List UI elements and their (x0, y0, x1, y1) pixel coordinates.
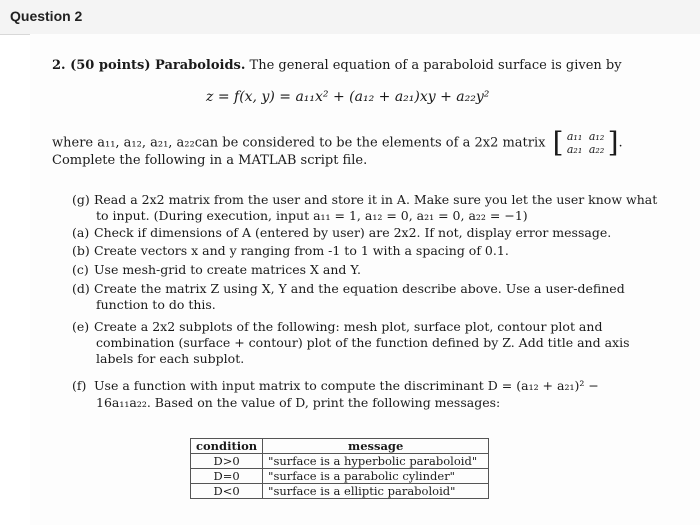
table-row (191, 454, 489, 469)
matrix-2x2: [ a₁₁ a₁₂ a₂₁ a₂₂ ]. (552, 126, 623, 159)
item-b-line1: Create vectors x and y ranging from -1 to 1 with a spacing of 0.1. (94, 243, 509, 258)
item-f-line2: 16a₁₁a₂₂. Based on the value of D, print the following messages: (96, 395, 501, 410)
item-g-line1: Read a 2x2 matrix from the user and store it in A. Make sure you let the user know what (94, 192, 658, 207)
item-d-line1: Create the matrix Z using X, Y and the equation describe above. Use a user-defined (94, 281, 625, 296)
item-a (72, 225, 611, 240)
item-a-line1: Check if dimensions of A (entered by user) are 2x2. If not, display error message. (94, 225, 612, 240)
matrix-r1c2: a₁₂ (588, 130, 605, 143)
problem-heading-text: The general equation of a paraboloid surface is given by (245, 58, 622, 73)
matrix-r2c2: a₂₂ (588, 143, 605, 156)
table-row (191, 469, 489, 484)
table-cell-condition: D>0 (191, 454, 263, 469)
table-cell-condition: D=0 (191, 469, 263, 484)
item-d (72, 281, 625, 296)
left-bracket: [ (552, 126, 564, 159)
item-c-line1: Use mesh-grid to create matrices X and Y. (94, 262, 362, 277)
item-e-line2: combination (surface + contour) plot of the function defined by Z. Add title and axis (96, 335, 630, 350)
discriminant-table (190, 438, 489, 499)
question-header (0, 0, 700, 35)
table-cell-message: "surface is a elliptic paraboloid" (263, 484, 489, 499)
item-b (72, 243, 509, 258)
table-cell-condition: D<0 (191, 484, 263, 499)
right-bracket: ] (607, 126, 619, 159)
table-cell-message: "surface is a hyperbolic paraboloid" (263, 454, 489, 469)
paraboloid-equation: z = f(x, y) = a₁₁x² + (a₁₂ + a₂₁)xy + a₂₂y² (206, 89, 490, 105)
item-f (72, 378, 599, 393)
table-header-message: message (263, 439, 489, 454)
item-c (72, 262, 361, 277)
item-d-label: (d) (72, 281, 90, 296)
item-f-label: (f) (72, 378, 87, 393)
table-header-row (191, 439, 489, 454)
question-title: Question 2 (10, 8, 83, 24)
item-b-label: (b) (72, 243, 90, 258)
item-d-line2: function to do this. (96, 297, 216, 312)
table-row (191, 484, 489, 499)
item-f-line1: Use a function with input matrix to compute the discriminant D = (a₁₂ + a₂₁)² − (94, 378, 599, 393)
problem-heading-number: 2. (50 points) Paraboloids. (52, 58, 246, 73)
item-g-label: (g) (72, 192, 90, 207)
matrix-r1c1: a₁₁ (566, 130, 583, 143)
table-cell-message: "surface is a parabolic cylinder" (263, 469, 489, 484)
item-e-line1: Create a 2x2 subplots of the following: mesh plot, surface plot, contour plot and (94, 319, 603, 334)
where-text: where a₁₁, a₁₂, a₂₁, a₂₂can be considered to be the elements of a 2x2 matrix (52, 135, 546, 151)
matrix-r2c1: a₂₁ (566, 143, 583, 156)
item-c-label: (c) (72, 262, 89, 277)
complete-instruction: Complete the following in a MATLAB script file. (52, 153, 368, 168)
item-e-line3: labels for each subplot. (96, 351, 245, 366)
item-a-label: (a) (72, 225, 90, 240)
problem-heading (52, 58, 622, 74)
item-e-label: (e) (72, 319, 90, 334)
item-g (72, 192, 657, 207)
matrix-cells (564, 130, 608, 156)
item-e (72, 319, 602, 334)
problem-document (30, 34, 700, 525)
table-header-condition: condition (191, 439, 263, 454)
item-g-line2: to input. (During execution, input a₁₁ = 1, a₁₂ = 0, a₂₁ = 0, a₂₂ = −1) (96, 208, 528, 223)
